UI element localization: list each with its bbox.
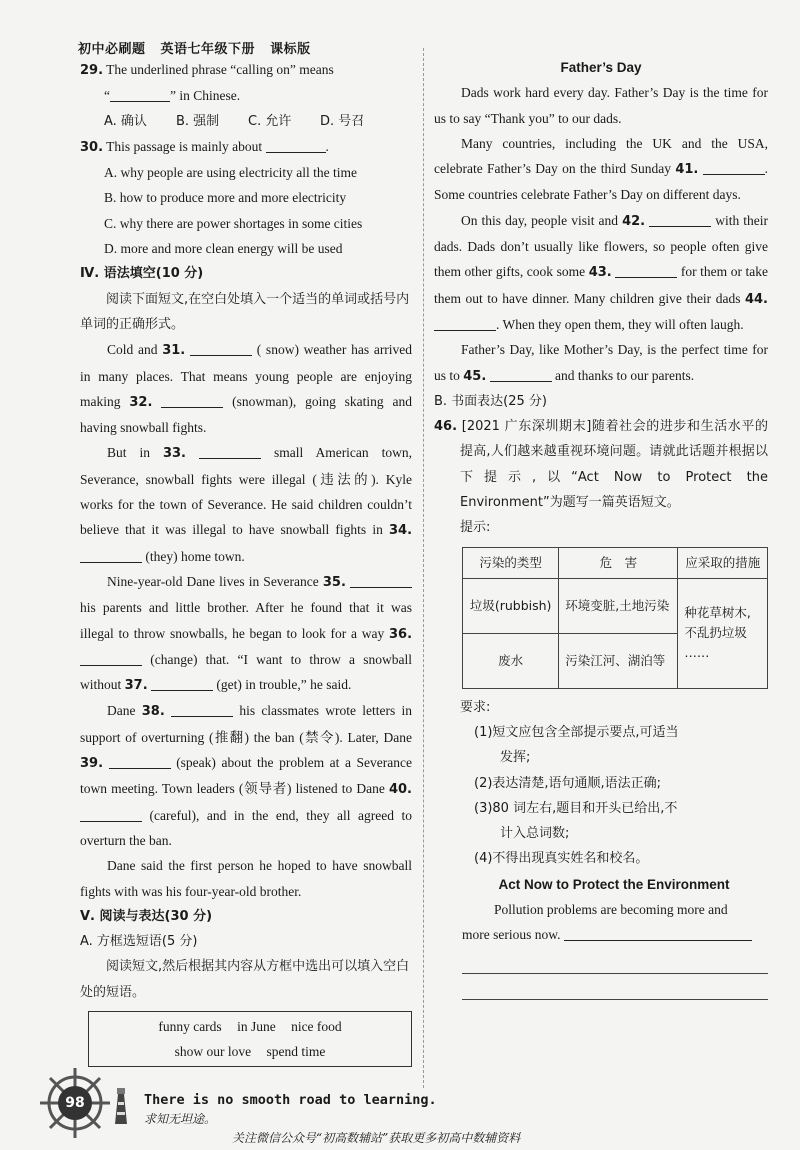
answer-blank[interactable] xyxy=(80,807,142,822)
essay-text: more serious now. xyxy=(462,927,561,943)
footer-motto-cn: 求知无坦途。 xyxy=(144,1112,217,1126)
blank-number: 38. xyxy=(141,704,165,720)
section-instruction: 阅读下面短文,在空白处填入一个适当的单词或括号内单词的正确形式。 xyxy=(80,291,410,332)
requirement-item: 发挥; xyxy=(500,750,531,766)
quote-open: “ xyxy=(104,88,110,104)
text: Father’s Day, like Mother’s Day, is the perfect time for us to xyxy=(434,342,768,383)
answer-blank[interactable] xyxy=(490,367,552,382)
question-source: [2021 广东深圳期末] xyxy=(461,419,592,435)
text: small American town, Severance, snowball fights were illegal (违法的). Kyle works for the town of Severance. He said children couldn’t believe that it was illegal to have snowball fights in xyxy=(80,445,413,538)
phrase: spend time xyxy=(266,1043,326,1059)
subsection-title: A. 方框选短语(5 分) xyxy=(80,934,198,950)
answer-blank[interactable] xyxy=(109,754,171,769)
passage-paragraph-2 xyxy=(80,440,412,568)
lighthouse-icon xyxy=(112,1086,130,1126)
passage-title: Father’s Day xyxy=(560,60,642,75)
page-number: 98 xyxy=(58,1086,92,1120)
writing-line[interactable] xyxy=(462,974,768,1000)
question-number: 29. xyxy=(80,63,104,78)
answer-blank[interactable] xyxy=(649,212,711,227)
table-cell-measures xyxy=(678,578,768,688)
question-number: 30. xyxy=(80,139,104,155)
answer-blank[interactable] xyxy=(615,263,677,278)
question-text: This passage is mainly about xyxy=(106,138,263,154)
text: Dane xyxy=(107,703,136,719)
header-cell: 危 害 xyxy=(559,547,678,578)
requirement-item: (3)80 词左右,题目和开头已给出,不 xyxy=(474,800,678,816)
series-name: 初中必刷题 xyxy=(78,42,146,57)
option-d[interactable]: D. 号召 xyxy=(320,113,365,129)
page-header xyxy=(78,38,321,57)
section-title-grammar: Ⅳ. 语法填空(10 分) xyxy=(80,266,204,282)
measure-line: 种花草树木, xyxy=(684,605,751,621)
passage-paragraph-3 xyxy=(434,208,768,337)
writing-line[interactable] xyxy=(564,926,752,941)
question-30 xyxy=(80,134,412,160)
blank-number: 42. xyxy=(622,213,646,229)
text: . When they open them, they will often laugh. xyxy=(496,316,744,332)
measure-line: 不乱扔垃圾 xyxy=(684,625,747,641)
text: for them or take them out to have dinner. Many children give their dads xyxy=(434,264,769,306)
phrase: funny cards xyxy=(158,1018,222,1034)
footer-wechat-note: 关注微信公众号“初高数辅站”获取更多初高中数辅资料 xyxy=(232,1131,521,1145)
passage-paragraph-3 xyxy=(80,569,412,698)
requirement-item: (4)不得出现真实姓名和校名。 xyxy=(474,851,649,867)
answer-blank[interactable] xyxy=(434,316,496,331)
column-divider xyxy=(423,48,424,1088)
text: (careful), and in the end, they all agreed to overturn the ban. xyxy=(80,807,412,848)
table-row xyxy=(463,578,768,633)
text: Cold and xyxy=(107,342,158,358)
text: Nine-year-old Dane lives in Severance xyxy=(107,573,319,589)
answer-blank[interactable] xyxy=(151,676,213,691)
answer-blank[interactable] xyxy=(190,341,252,356)
text: (speak) about the problem at a Severance town meeting. Town leaders (领导者) listened to Dane xyxy=(80,755,413,797)
phrase-row xyxy=(89,1014,411,1039)
passage-paragraph-1: Dads work hard every day. Father’s Day is the time for us to say “Thank you” to our dads. xyxy=(434,85,768,126)
text: (change) that. “I want to throw a snowball without xyxy=(80,651,412,693)
right-column xyxy=(434,55,768,1000)
option-b[interactable]: B. 强制 xyxy=(176,113,220,129)
period: . xyxy=(325,138,329,154)
text: (snowman), going skating and having snowball fights. xyxy=(80,393,413,436)
blank-number: 40. xyxy=(388,782,412,798)
phrase: in June xyxy=(237,1018,276,1034)
left-column xyxy=(80,57,412,1067)
phrase-box xyxy=(88,1011,412,1067)
text: and thanks to our parents. xyxy=(555,367,695,383)
question-29 xyxy=(80,57,412,83)
question-number: 46. xyxy=(434,419,458,435)
edition-name: 课标版 xyxy=(270,42,311,57)
blank-number: 33. xyxy=(162,446,186,462)
footer-motto: There is no smooth road to learning. xyxy=(144,1092,437,1108)
answer-blank[interactable] xyxy=(703,160,765,175)
question-text: The underlined phrase “calling on” means xyxy=(106,62,334,77)
answer-blank[interactable] xyxy=(171,702,233,717)
hint-label: 提示: xyxy=(460,520,491,536)
phrase: nice food xyxy=(291,1018,342,1034)
passage-paragraph-2 xyxy=(434,131,768,208)
text: Many countries, including the UK and the USA, celebrate Father’s Day on the third Sunday xyxy=(434,135,768,177)
text: (get) in trouble,” he said. xyxy=(216,677,352,693)
requirement-item: (2)表达清楚,语句通顺,语法正确; xyxy=(474,775,662,791)
answer-blank[interactable] xyxy=(110,87,170,102)
answer-blank[interactable] xyxy=(80,651,142,666)
blank-number: 32. xyxy=(129,394,153,410)
passage-paragraph-4 xyxy=(80,698,412,853)
blank-number: 39. xyxy=(80,756,104,772)
text: with their dads. Dads don’t usually like flowers, so people often give them other gifts, cook some xyxy=(434,212,769,280)
blank-number: 36. xyxy=(388,626,413,642)
passage-paragraph-1 xyxy=(80,337,412,440)
table-cell: 废水 xyxy=(463,633,559,688)
text: On this day, people visit and xyxy=(461,212,618,228)
quote-close: ” in Chinese. xyxy=(170,88,241,104)
measure-line: …… xyxy=(684,645,710,661)
text: his classmates wrote letters in support of overturning (推翻) the ban (禁令). Later, Dane xyxy=(80,703,413,745)
answer-blank[interactable] xyxy=(80,548,142,563)
text: But in xyxy=(107,445,150,461)
blank-number: 43. xyxy=(588,265,612,281)
essay-start-line2 xyxy=(434,922,768,947)
blank-number: 44. xyxy=(744,291,768,307)
question-29-options xyxy=(80,109,412,134)
option-a[interactable]: A. why people are using electricity all the time xyxy=(104,165,358,181)
blank-number: 45. xyxy=(463,368,487,384)
option-d[interactable]: D. more and more clean energy will be used xyxy=(104,241,343,257)
table-cell: 污染江河、湖泊等 xyxy=(559,633,678,688)
option-b[interactable]: B. how to produce more and more electricity xyxy=(104,190,347,206)
question-text: 随着社会的进步和生活水平的提高,人们越来越重视环境问题。请就此话题并根据以下提示,以“Act Now to Protect the Environment”为题写一篇英语短文。 xyxy=(460,419,768,511)
text: his parents and little brother. After he found that it was illegal to throw snowballs, he began to look for a way xyxy=(80,600,412,641)
subsection-instruction: 阅读短文,然后根据其内容从方框中选出可以填入空白处的短语。 xyxy=(80,959,410,1000)
question-46 xyxy=(434,414,768,515)
blank-number: 31. xyxy=(162,343,186,359)
hint-table xyxy=(462,547,768,689)
header-cell: 污染的类型 xyxy=(463,547,559,578)
requirements-label: 要求: xyxy=(460,699,491,715)
option-a[interactable]: A. 确认 xyxy=(104,113,147,129)
section-title-writing: B. 书面表达(25 分) xyxy=(434,393,548,409)
answer-blank[interactable] xyxy=(350,573,412,588)
writing-line[interactable] xyxy=(462,948,768,974)
header-cell: 应采取的措施 xyxy=(678,547,768,578)
phrase: show our love xyxy=(174,1043,252,1059)
passage-paragraph-4 xyxy=(434,337,768,389)
section-title-reading: Ⅴ. 阅读与表达(30 分) xyxy=(80,908,213,924)
blank-number: 35. xyxy=(322,574,346,590)
book-name: 英语七年级下册 xyxy=(160,42,256,57)
essay-title: Act Now to Protect the Environment xyxy=(498,876,730,892)
answer-blank[interactable] xyxy=(199,444,261,459)
requirement-item: (1)短文应包含全部提示要点,可适当 xyxy=(474,724,679,740)
answer-blank[interactable] xyxy=(266,138,326,153)
table-cell: 垃圾(rubbish) xyxy=(463,578,559,633)
question-29-line2 xyxy=(80,83,412,108)
option-c[interactable]: C. 允许 xyxy=(248,113,292,129)
text: . Some countries celebrate Father’s Day on different days. xyxy=(434,161,769,203)
table-header-row xyxy=(463,547,768,578)
essay-start: Pollution problems are becoming more and xyxy=(494,902,728,918)
option-c[interactable]: C. why there are power shortages in some cities xyxy=(104,215,363,231)
passage-paragraph-5: Dane said the first person he hoped to have snowball fights with was his four-year-old brother. xyxy=(80,858,412,899)
requirement-item: 计入总词数; xyxy=(500,826,570,842)
table-cell: 环境变脏,土地污染 xyxy=(559,578,678,633)
blank-number: 41. xyxy=(675,162,699,178)
blank-number: 34. xyxy=(388,523,413,539)
text: (they) home town. xyxy=(145,548,245,564)
phrase-row xyxy=(89,1039,411,1064)
blank-number: 37. xyxy=(124,678,148,694)
answer-blank[interactable] xyxy=(161,393,223,408)
text: ( snow) weather has arrived in many places. That means young people are enjoying making xyxy=(80,342,413,409)
